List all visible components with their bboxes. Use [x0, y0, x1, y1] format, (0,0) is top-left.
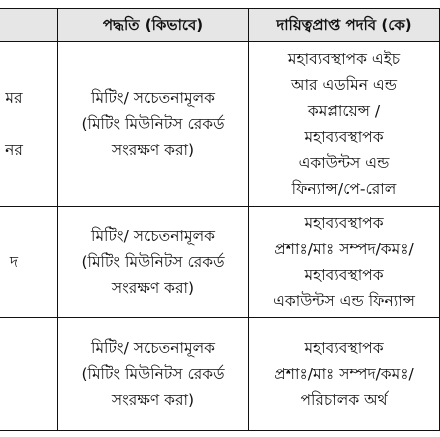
- row1-col1-line: [0, 111, 57, 137]
- responsible-line: মহাব্যবস্থাপক: [304, 214, 384, 232]
- table-row: [0, 207, 440, 318]
- row1-responsible-cell: [249, 42, 440, 207]
- row3-responsible-cell: [249, 318, 440, 431]
- row3-col1-line: [0, 361, 57, 387]
- method-line: সংরক্ষণ করা): [111, 279, 195, 297]
- row1-col1-cell: [0, 42, 58, 207]
- responsible-line: একাউন্টস এন্ড ফিন্যান্স: [273, 292, 415, 310]
- row1-method-cell: [58, 42, 249, 207]
- table-row: [0, 318, 440, 431]
- responsible-line: কমপ্লায়েন্স /: [307, 102, 381, 120]
- method-line: মিটিং/ সচেতনামূলক: [91, 339, 215, 357]
- responsible-line: আর এডমিন এন্ড: [290, 76, 398, 94]
- row1-col1-line: নর: [5, 141, 23, 159]
- responsibility-table: [0, 8, 440, 431]
- responsible-line: মহাব্যবস্থাপক: [304, 266, 384, 284]
- row3-method-cell: [58, 318, 249, 431]
- row1-col1-line: মর: [5, 89, 23, 107]
- method-line: সংরক্ষণ করা): [111, 141, 195, 159]
- responsible-line: পরিচালক অর্থ: [300, 391, 388, 409]
- table-header-row: [0, 9, 440, 42]
- row2-col1-line: দ: [9, 253, 19, 271]
- row2-method-cell: [58, 207, 249, 318]
- row2-col1-cell: [0, 207, 58, 318]
- method-line: (মিটিং মিউনিটস রেকর্ড: [81, 115, 225, 133]
- responsible-line: ফিন্যান্স/পে-রোল: [291, 180, 397, 198]
- row2-responsible-cell: [249, 207, 440, 318]
- header-cell-method: পদ্ধতি (কিভাবে): [58, 9, 249, 42]
- header-cell-col1: [0, 9, 58, 42]
- table-row: [0, 42, 440, 207]
- responsible-line: মহাব্যবস্থাপক: [304, 128, 384, 146]
- responsible-line: প্রশাঃ/মাঃ সম্পদ/কমঃ/: [274, 365, 414, 383]
- method-line: সংরক্ষণ করা): [111, 391, 195, 409]
- header-cell-responsible: দায়িত্বপ্রাপ্ত পদবি (কে): [249, 9, 440, 42]
- row3-col1-cell: [0, 318, 58, 431]
- method-line: (মিটিং মিউনিটস রেকর্ড: [81, 365, 225, 383]
- method-line: মিটিং/ সচেতনামূলক: [91, 89, 215, 107]
- method-line: (মিটিং মিউনিটস রেকর্ড: [81, 253, 225, 271]
- responsible-line: একাউন্টস এন্ড: [298, 154, 390, 172]
- responsible-line: মহাব্যবস্থাপক এইচ: [287, 50, 401, 68]
- responsible-line: মহাব্যবস্থাপক: [304, 339, 384, 357]
- responsible-line: প্রশাঃ/মাঃ সম্পদ/কমঃ/: [274, 240, 414, 258]
- method-line: মিটিং/ সচেতনামূলক: [91, 227, 215, 245]
